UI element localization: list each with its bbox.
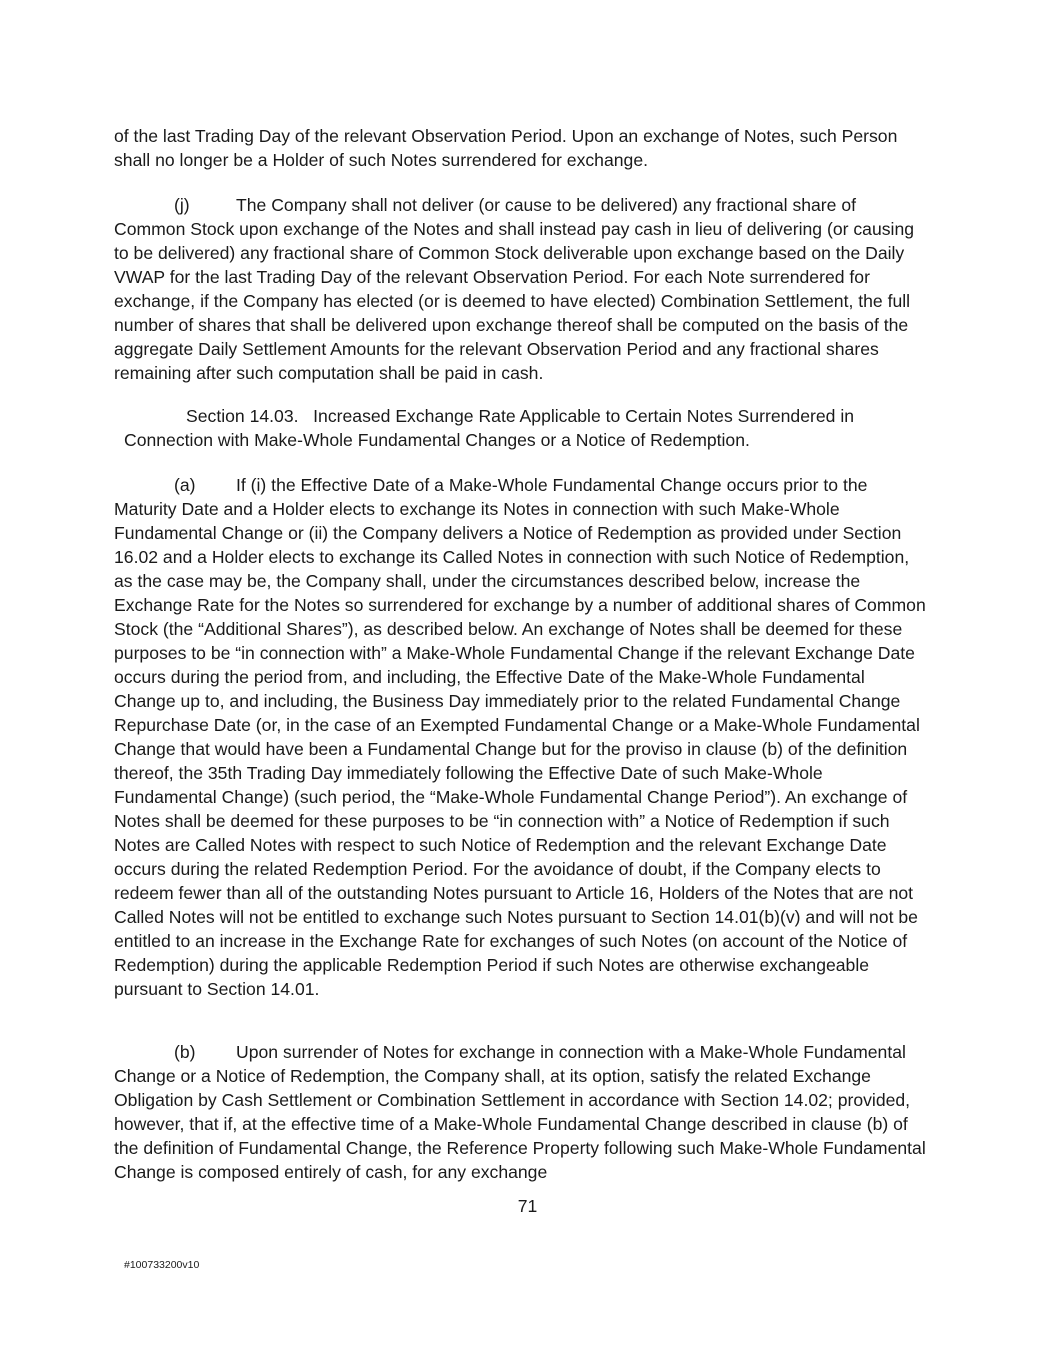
paragraph-j-text: The Company shall not deliver (or cause to be delivered) any fractional share of Common Stock upon exchange of the Notes and shall instead pay cash in lieu of delivering (or causing to be delivered) any fractional share of Common Stock deliverable upon exchange based on the Daily VWAP for the last Trading Day of the relevant Observation Period. For each Note surrendered for exchange, if the Company has elected (or is deemed to have elected) Combination Settlement, the full number of shares that shall be delivered upon exchange thereof shall be computed on the basis of the aggregate Daily Settlement Amounts for the relevant Observation Period and any fractional shares remaining after such computation shall be paid in cash. xyxy=(114,195,915,383)
paragraph-j xyxy=(114,193,930,385)
paragraph-a-label: (a) xyxy=(174,475,196,495)
paragraph-a-text: If (i) the Effective Date of a Make-Whole Fundamental Change occurs prior to the Maturity Date and a Holder elects to exchange its Notes in connection with such Make-Whole Fundamental Change or (ii) the Company delivers a Notice of Redemption as provided under Section 16.02 and a Holder elects to exchange its Called Notes in connection with such Notice of Redemption, as the case may be, the Company shall, under the circumstances described below, increase the Exchange Rate for the Notes so surrendered for exchange by a number of additional shares of Common Stock (the “Additional Shares”), as described below. An exchange of Notes shall be deemed for these purposes to be “in connection with” a Make-Whole Fundamental Change if the relevant Exchange Date occurs during the period from, and including, the Effective Date of the Make-Whole Fundamental Change up to, and including, the Business Day immediately prior to the related Fundamental Change Repurchase Date (or, in the case of an Exempted Fundamental Change or a Make-Whole Fundamental Change that would have been a Fundamental Change but for the proviso in clause (b) of the definition thereof, the 35th Trading Day immediately following the Effective Date of such Make-Whole Fundamental Change) (such period, the “Make-Whole Fundamental Change Period”). An exchange of Notes shall be deemed for these purposes to be “in connection with” a Notice of Redemption if such Notes are Called Notes with respect to such Notice of Redemption and the relevant Exchange Date occurs during the related Redemption Period. For the avoidance of doubt, if the Company elects to redeem fewer than all of the outstanding Notes pursuant to Article 16, Holders of the Notes that are not Called Notes will not be entitled to exchange such Notes pursuant to Section 14.01(b)(v) and will not be entitled to an increase in the Exchange Rate for exchanges of such Notes (on account of the Notice of Redemption) during the applicable Redemption Period if such Notes are otherwise exchangeable pursuant to Section 14.01. xyxy=(114,475,926,999)
paragraph-b-label: (b) xyxy=(174,1042,196,1062)
section-heading xyxy=(124,404,924,452)
document-id: #100733200v10 xyxy=(124,1259,200,1271)
section-number: Section 14.03. xyxy=(186,406,299,426)
paragraph-b xyxy=(114,1040,930,1184)
paragraph-a xyxy=(114,473,930,1001)
paragraph-continuation: of the last Trading Day of the relevant Observation Period. Upon an exchange of Notes, such Person shall no longer be a Holder of such Notes surrendered for exchange. xyxy=(114,126,898,170)
paragraph-b-text: Upon surrender of Notes for exchange in connection with a Make-Whole Fundamental Change or a Notice of Redemption, the Company shall, at its option, satisfy the related Exchange Obligation by Cash Settlement or Combination Settlement in accordance with Section 14.02; provided, however, that if, at the effective time of a Make-Whole Fundamental Change described in clause (b) of the definition of Fundamental Change, the Reference Property following such Make-Whole Fundamental Change is composed entirely of cash, for any exchange xyxy=(114,1042,926,1182)
page-number: 71 xyxy=(517,1196,538,1216)
paragraph-j-label: (j) xyxy=(174,195,190,215)
section-title: Increased Exchange Rate Applicable to Certain Notes Surrendered in Connection with Make-Whole Fundamental Changes or a Notice of Redemption. xyxy=(124,406,855,450)
